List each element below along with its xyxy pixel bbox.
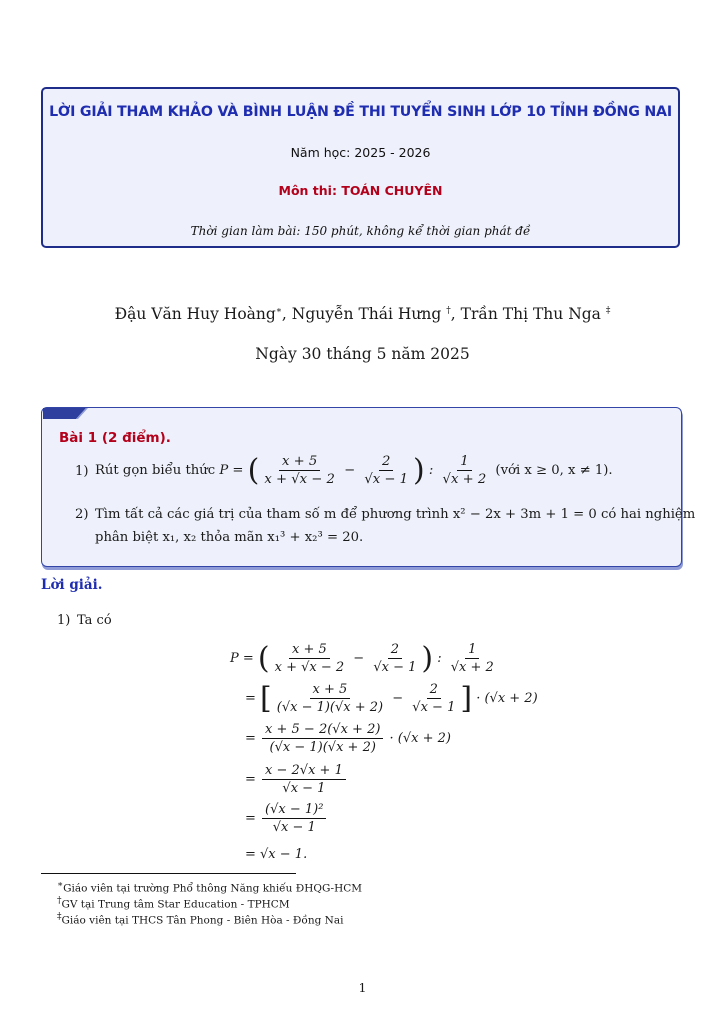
author-2-mark: †: [446, 305, 451, 316]
exam-subject: [43, 183, 678, 198]
authors-line: Đậu Văn Huy Hoàng∗, Nguyễn Thái Hưng †, Trần Thị Thu Nga ‡: [114, 305, 611, 323]
solution-step-number: 1): [57, 613, 71, 628]
item-2-line-2: phân biệt x₁, x₂ thỏa mãn x₁³ + x₂³ = 20.: [95, 530, 364, 545]
author-3-mark: ‡: [605, 305, 611, 316]
header-box: [41, 87, 680, 248]
footnote-2-mark: †: [57, 896, 62, 906]
page-number: 1: [358, 980, 367, 995]
subject-value: TOÁN CHUYÊN: [341, 183, 443, 198]
footnote-divider: [41, 873, 296, 874]
item-1-condition: (với x ≥ 0, x ≠ 1).: [495, 463, 613, 478]
date-line: Ngày 30 tháng 5 năm 2025: [255, 345, 470, 363]
subject-label: Môn thi:: [278, 183, 342, 198]
time-note: Thời gian làm bài: 150 phút, không kể thời gian phát đề: [190, 224, 531, 238]
author-1-mark: ∗: [275, 305, 282, 316]
footnote-1: [57, 880, 362, 895]
derivation-step-5: = $\frac{\text{(√x − 1)²}}{√x - 1}$: [245, 801, 328, 836]
derivation-final: = √x − 1.: [245, 847, 308, 862]
solution-intro: Ta có: [77, 613, 112, 628]
footnote-3-mark: ‡: [57, 912, 62, 922]
footnote-2-text: GV tại Trung tâm Star Education - TPHCM: [61, 898, 290, 911]
derivation-step-2: = [ $\frac{x + 5}{(√x - 1)(√x + 2)}$ − $\frac{2}{√x - 1}$ ] · (√x + 2): [245, 681, 538, 716]
item-2-number: 2): [75, 507, 89, 522]
problem-title: Bài 1 (2 điểm).: [59, 430, 171, 446]
footnote-1-text: Giáo viên tại trường Phổ thông Năng khiếu ĐHQG-HCM: [63, 882, 363, 895]
item-2-line-1: Tìm tất cả các giá trị của tham số m để phương trình x² − 2x + 3m + 1 = 0 có hai nghiệm: [95, 507, 696, 522]
item-1-text: [95, 453, 613, 488]
derivation-step-3: = $\frac{x + 5 - 2(√x + 2)}{(√x - 1)(√x + 2)}$ · (√x + 2): [245, 722, 451, 755]
author-3: Trần Thị Thu Nga: [460, 305, 601, 323]
footnote-3-text: Giáo viên tại THCS Tân Phong - Biên Hòa - Đồng Nai: [61, 914, 344, 927]
footnote-2: [57, 896, 290, 911]
derivation-step-1: P = ( $\frac{x + 5}{x + √x - 2}$ − $\frac{2}{√x - 1}$ ) : $\frac{1}{√x + 2}$: [230, 641, 494, 676]
author-2: Nguyễn Thái Hưng: [291, 305, 442, 323]
solution-label: Lời giải.: [41, 577, 103, 593]
author-1: Đậu Văn Huy Hoàng: [114, 305, 276, 323]
item-1-prefix: Rút gọn biểu thức: [95, 463, 220, 478]
footnote-3: [57, 912, 343, 927]
box-corner-tab: [42, 407, 88, 421]
document-title: LỜI GIẢI THAM KHẢO VÀ BÌNH LUẬN ĐỀ THI TUYỂN SINH LỚP 10 TỈNH ĐỒNG NAI: [49, 104, 672, 120]
school-year: Năm học: 2025 - 2026: [290, 145, 431, 160]
item-1-number: 1): [75, 464, 89, 479]
footnote-1-mark: ∗: [57, 880, 64, 890]
item-1-expression: P = ( $\frac{x + 5}{x + √x - 2}$ − $\frac{2}{√x - 1}$ ) : $\frac{1}{√x + 2}$: [219, 453, 487, 488]
derivation-step-4: = $\frac{x - 2√x + 1}{√x - 1}$: [245, 762, 348, 797]
